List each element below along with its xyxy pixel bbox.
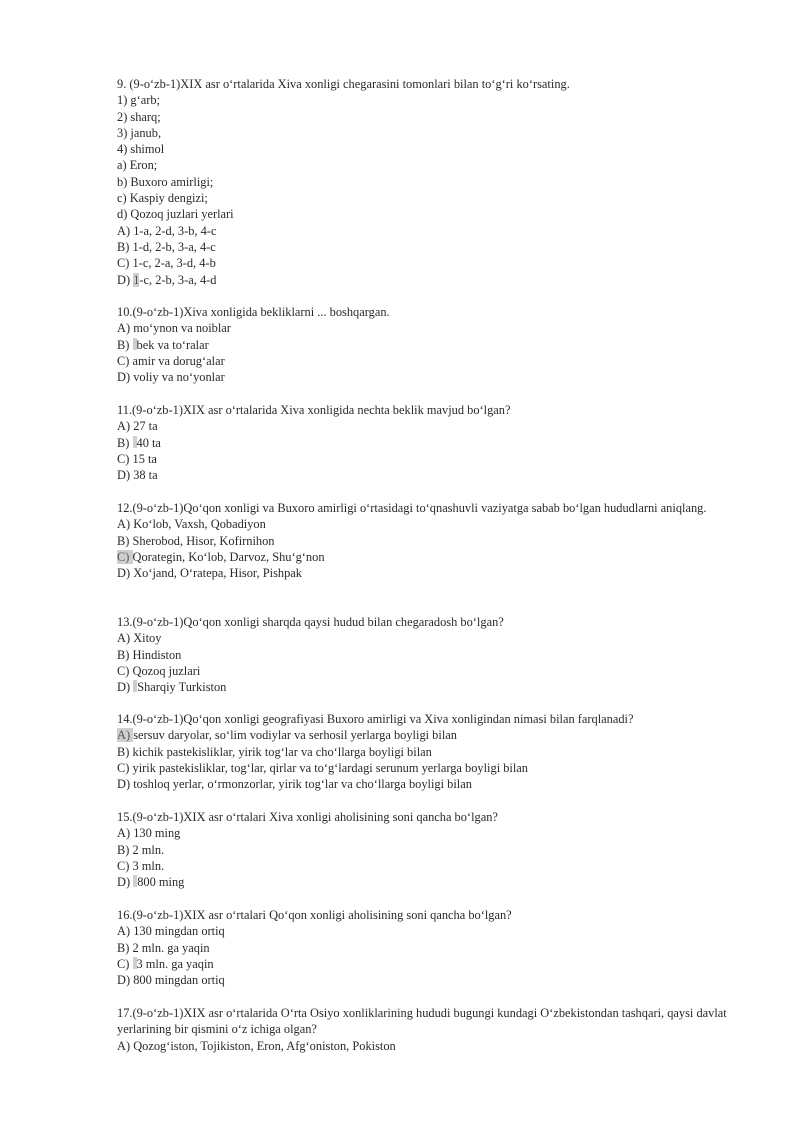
question-9 bbox=[117, 76, 757, 288]
answer-option bbox=[117, 223, 757, 239]
question-15 bbox=[117, 809, 757, 890]
option-text: 38 ta bbox=[133, 468, 158, 483]
option-text: 2 mln. ga yaqin bbox=[132, 940, 210, 955]
option-prefix: D) bbox=[117, 680, 134, 695]
option-prefix: B) bbox=[117, 940, 133, 955]
list-item: 3) janub, bbox=[117, 125, 162, 140]
answer-option-marked bbox=[117, 679, 757, 695]
option-prefix: C) bbox=[117, 353, 133, 368]
option-text: Xitoy bbox=[133, 631, 162, 646]
list-item: 2) sharq; bbox=[117, 109, 161, 124]
option-text: 800 ming bbox=[137, 875, 185, 890]
option-text: Hindiston bbox=[132, 647, 182, 662]
option-prefix: B) bbox=[117, 435, 133, 450]
option-text: Qozoq juzlari bbox=[132, 663, 201, 678]
answer-option bbox=[117, 972, 757, 988]
option-text: bek va to‘ralar bbox=[136, 337, 209, 352]
answer-option bbox=[117, 516, 757, 532]
answer-option bbox=[117, 760, 757, 776]
option-prefix: C) bbox=[117, 663, 133, 678]
option-text: voliy va no‘yonlar bbox=[133, 370, 225, 385]
option-text: sersuv daryolar, so‘lim vodiylar va serhosil yerlarga boyligi bilan bbox=[133, 728, 457, 743]
answer-option-marked bbox=[117, 727, 757, 743]
question-stem: 12.(9-o‘zb-1)Qo‘qon xonligi va Buxoro amirligi o‘rtasidagi to‘qnashuvli vaziyatga sabab bo‘lgan hududlarni aniqlang. bbox=[117, 501, 707, 515]
answer-option bbox=[117, 353, 757, 369]
option-text: Ko‘lob, Vaxsh, Qobadiyon bbox=[133, 517, 266, 532]
question-16 bbox=[117, 907, 757, 988]
answer-highlight: 1 bbox=[133, 272, 140, 287]
option-prefix: A) bbox=[117, 826, 134, 841]
option-text: amir va dorug‘alar bbox=[132, 353, 225, 368]
option-text: 1-d, 2-b, 3-a, 4-c bbox=[132, 239, 216, 254]
option-text: 3 mln. ga yaqin bbox=[136, 956, 214, 971]
option-prefix: C) bbox=[117, 451, 133, 466]
option-text: 1-a, 2-d, 3-b, 4-c bbox=[133, 223, 217, 238]
option-prefix: D) bbox=[117, 370, 134, 385]
answer-option bbox=[117, 858, 757, 874]
answer-option-marked bbox=[117, 549, 757, 565]
option-prefix: A) bbox=[117, 321, 134, 336]
answer-option bbox=[117, 467, 757, 483]
answer-option bbox=[117, 776, 757, 792]
answer-option bbox=[117, 663, 757, 679]
answer-option bbox=[117, 320, 757, 336]
question-stem: 9. (9-o‘zb-1)XIX asr o‘rtalarida Xiva xonligi chegarasini tomonlari bilan to‘g‘ri ko‘rsating. bbox=[117, 77, 570, 91]
question-17 bbox=[117, 1005, 757, 1054]
answer-option bbox=[117, 647, 757, 663]
option-text: Sherobod, Hisor, Kofirnihon bbox=[132, 533, 275, 548]
option-text: 130 mingdan ortiq bbox=[133, 924, 225, 939]
list-item: b) Buxoro amirligi; bbox=[117, 174, 214, 189]
answer-option bbox=[117, 565, 757, 581]
option-prefix: A) bbox=[117, 517, 134, 532]
option-prefix: B) bbox=[117, 842, 133, 857]
option-prefix: B) bbox=[117, 647, 133, 662]
option-text: 40 ta bbox=[136, 435, 161, 450]
answer-option bbox=[117, 630, 757, 646]
list-item: 1) g‘arb; bbox=[117, 93, 161, 108]
option-text: -c, 2-b, 3-a, 4-d bbox=[139, 272, 217, 287]
answer-highlight: C) bbox=[117, 549, 133, 564]
option-text: toshloq yerlar, o‘rmonzorlar, yirik tog‘lar va cho‘llarga boyligi bilan bbox=[133, 777, 472, 792]
question-stem: 15.(9-o‘zb-1)XIX asr o‘rtalari Xiva xonligi aholisining soni qancha bo‘lgan? bbox=[117, 810, 498, 824]
question-10 bbox=[117, 304, 757, 385]
option-prefix: A) bbox=[117, 924, 134, 939]
option-prefix: A) bbox=[117, 223, 134, 238]
answer-option bbox=[117, 744, 757, 760]
answer-option-marked bbox=[117, 956, 757, 972]
answer-option bbox=[117, 533, 757, 549]
list-item: d) Qozoq juzlari yerlari bbox=[117, 207, 234, 222]
option-text: 130 ming bbox=[133, 826, 181, 841]
option-prefix: D) bbox=[117, 973, 134, 988]
question-stem: 13.(9-o‘zb-1)Qo‘qon xonligi sharqda qaysi hudud bilan chegaradosh bo‘lgan? bbox=[117, 615, 504, 629]
option-prefix: A) bbox=[117, 419, 134, 434]
question-stem: 14.(9-o‘zb-1)Qo‘qon xonligi geografiyasi Buxoro amirligi va Xiva xonligindan nimasi bilan farqlanadi? bbox=[117, 712, 634, 726]
answer-option bbox=[117, 825, 757, 841]
option-text: Xo‘jand, O‘ratepa, Hisor, Pishpak bbox=[133, 566, 302, 581]
option-text: 800 mingdan ortiq bbox=[133, 973, 225, 988]
answer-option bbox=[117, 1038, 757, 1054]
question-11 bbox=[117, 402, 757, 483]
option-text: 3 mln. bbox=[132, 858, 165, 873]
option-text: 27 ta bbox=[133, 419, 158, 434]
option-prefix: D) bbox=[117, 566, 134, 581]
option-prefix: C) bbox=[117, 256, 133, 271]
list-item: c) Kaspiy dengizi; bbox=[117, 191, 208, 206]
question-stem: 10.(9-o‘zb-1)Xiva xonligida bekliklarni ... boshqargan. bbox=[117, 305, 390, 319]
question-12 bbox=[117, 500, 757, 581]
answer-option-marked bbox=[117, 337, 757, 353]
answer-option bbox=[117, 255, 757, 271]
answer-option bbox=[117, 239, 757, 255]
option-prefix: B) bbox=[117, 744, 133, 759]
option-prefix: D) bbox=[117, 875, 134, 890]
question-stem: 17.(9-o‘zb-1)XIX asr o‘rtalarida O‘rta Osiyo xonliklarining hududi bugungi kundagi O‘zbekistondan tashqari, qaysi davlat yerlarining bir qismini o‘z ichiga olgan? bbox=[117, 1006, 727, 1037]
answer-highlight: A) bbox=[117, 728, 134, 743]
option-text: Qozog‘iston, Tojikiston, Eron, Afg‘oniston, Pokiston bbox=[133, 1038, 396, 1053]
answer-option bbox=[117, 451, 757, 467]
answer-option bbox=[117, 418, 757, 434]
option-prefix: D) bbox=[117, 777, 134, 792]
option-prefix: D) bbox=[117, 272, 134, 287]
option-text: mo‘ynon va noiblar bbox=[133, 321, 231, 336]
question-13 bbox=[117, 614, 757, 695]
option-text: 15 ta bbox=[132, 451, 157, 466]
option-prefix: C) bbox=[117, 760, 133, 775]
answer-option bbox=[117, 842, 757, 858]
question-stem: 11.(9-o‘zb-1)XIX asr o‘rtalarida Xiva xonligida nechta beklik mavjud bo‘lgan? bbox=[117, 403, 511, 417]
question-14 bbox=[117, 711, 757, 792]
answer-option-marked bbox=[117, 874, 757, 890]
option-prefix: B) bbox=[117, 533, 133, 548]
option-prefix: C) bbox=[117, 858, 133, 873]
option-prefix: A) bbox=[117, 1038, 134, 1053]
answer-option bbox=[117, 369, 757, 385]
option-prefix: B) bbox=[117, 337, 133, 352]
answer-option-marked bbox=[117, 272, 757, 288]
option-text: Sharqiy Turkiston bbox=[137, 680, 227, 695]
option-text: Qorategin, Ko‘lob, Darvoz, Shu‘g‘non bbox=[132, 549, 325, 564]
answer-option bbox=[117, 940, 757, 956]
question-stem: 16.(9-o‘zb-1)XIX asr o‘rtalari Qo‘qon xonligi aholisining soni qancha bo‘lgan? bbox=[117, 908, 512, 922]
option-text: 1-c, 2-a, 3-d, 4-b bbox=[132, 256, 216, 271]
option-prefix: B) bbox=[117, 239, 133, 254]
option-prefix: D) bbox=[117, 468, 134, 483]
answer-option bbox=[117, 923, 757, 939]
option-prefix: C) bbox=[117, 956, 133, 971]
option-prefix: A) bbox=[117, 631, 134, 646]
option-text: 2 mln. bbox=[132, 842, 165, 857]
list-item: a) Eron; bbox=[117, 158, 158, 173]
answer-option-marked bbox=[117, 435, 757, 451]
option-text: kichik pastekisliklar, yirik tog‘lar va cho‘llarga boyligi bilan bbox=[132, 744, 432, 759]
option-text: yirik pastekisliklar, tog‘lar, qirlar va to‘g‘lardagi serunum yerlarga boyligi bilan bbox=[132, 760, 529, 775]
list-item: 4) shimol bbox=[117, 142, 165, 157]
